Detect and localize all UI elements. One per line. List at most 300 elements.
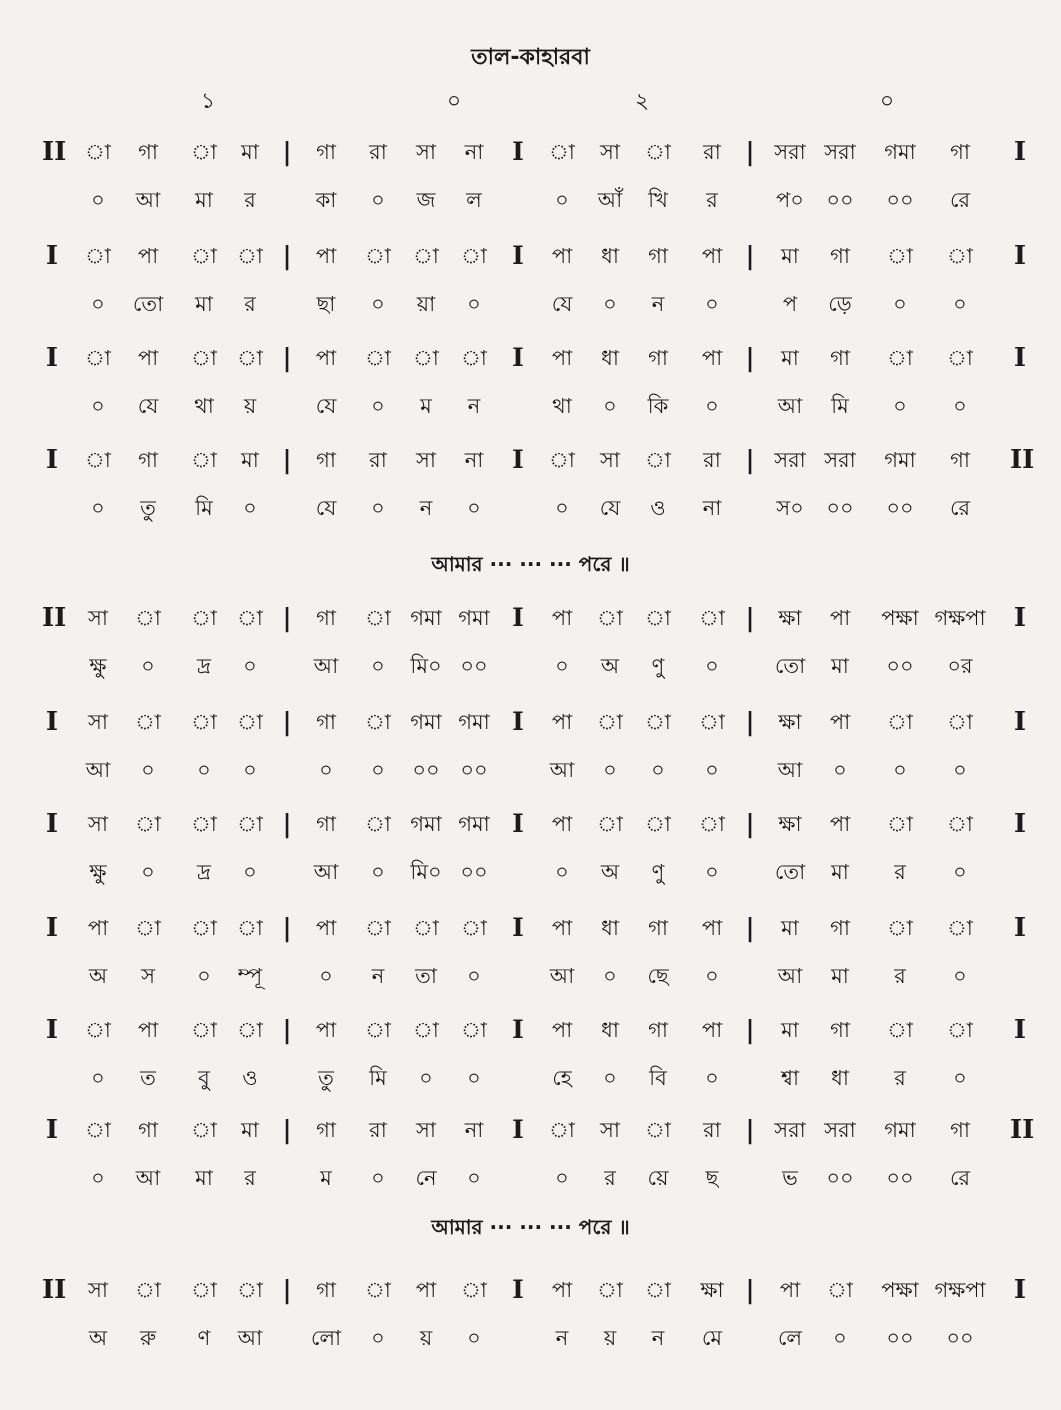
swara-note: া <box>947 916 973 940</box>
lyric-syllable: র <box>706 188 718 212</box>
lyric-syllable: ০ <box>603 964 617 988</box>
lyric-syllable: ০০ <box>460 758 488 782</box>
swara-note: মা <box>241 448 259 472</box>
swara-row <box>0 698 1061 746</box>
swara-note: পা <box>551 1278 573 1302</box>
swara-note: সরা <box>774 1118 806 1142</box>
lyric-syllable: ০ <box>893 758 907 782</box>
swara-note: রা <box>703 448 721 472</box>
bar-line: | <box>745 707 755 736</box>
swara-note: া <box>365 1018 391 1042</box>
swara-note: া <box>597 606 623 630</box>
lyric-syllable: ধা <box>831 1066 849 1090</box>
lyric-syllable: কি <box>647 394 669 418</box>
swara-note: া <box>461 1278 487 1302</box>
lyric-row <box>0 484 1061 532</box>
lyric-syllable: দ্র <box>197 860 211 884</box>
lyric-syllable: ০০ <box>886 1326 914 1350</box>
lyric-syllable: য় <box>419 1326 433 1350</box>
swara-note: া <box>549 1118 575 1142</box>
swara-note: া <box>237 812 263 836</box>
lyric-syllable: ০ <box>651 758 665 782</box>
swara-note: পা <box>829 710 851 734</box>
swara-note: া <box>135 916 161 940</box>
bar-line-middle: I <box>512 1015 524 1044</box>
lyric-syllable: ০ <box>555 1166 569 1190</box>
lyric-syllable: রে <box>949 1166 971 1190</box>
bar-line-start: I <box>45 445 59 475</box>
swara-row <box>0 436 1061 484</box>
swara-note: সা <box>88 710 108 734</box>
stanza-6 <box>0 698 1061 798</box>
swara-note: না <box>464 140 484 164</box>
lyric-syllable: মি০ <box>410 654 442 678</box>
bar-line: | <box>745 1115 755 1144</box>
swara-note: সরা <box>824 140 856 164</box>
bar-line-middle: I <box>512 241 524 270</box>
swara-note: সা <box>416 1118 436 1142</box>
lyric-syllable: ০ <box>371 1326 385 1350</box>
swara-note: া <box>887 710 913 734</box>
lyric-syllable: ০ <box>197 758 211 782</box>
lyric-syllable: লো <box>310 1326 342 1350</box>
lyric-syllable: ড়ে <box>828 292 852 316</box>
swara-note: া <box>887 346 913 370</box>
swara-note: া <box>191 346 217 370</box>
lyric-syllable: আ <box>549 964 575 988</box>
lyric-syllable: বি <box>649 1066 667 1090</box>
bar-line-end: I <box>1013 809 1027 839</box>
swara-note: া <box>135 812 161 836</box>
lyric-syllable: ০ <box>467 292 481 316</box>
swara-row <box>0 334 1061 382</box>
lyric-syllable: ০ <box>91 188 105 212</box>
lyric-syllable: ০ <box>705 394 719 418</box>
stanza-1 <box>0 128 1061 228</box>
lyric-syllable: হে <box>552 1066 572 1090</box>
swara-note: গমা <box>458 710 490 734</box>
swara-note: পা <box>701 244 723 268</box>
swara-note: মা <box>781 346 799 370</box>
lyric-syllable: ০ <box>603 292 617 316</box>
lyric-syllable: য় <box>603 1326 617 1350</box>
swara-note: পা <box>551 710 573 734</box>
swara-note: গা <box>648 244 668 268</box>
lyric-syllable: ০ <box>467 496 481 520</box>
lyric-syllable: ০ <box>705 860 719 884</box>
lyric-syllable: রু <box>139 1326 157 1350</box>
lyric-syllable: ০ <box>371 758 385 782</box>
swara-note: া <box>461 1018 487 1042</box>
lyric-syllable: আ <box>777 758 803 782</box>
lyric-syllable: ০ <box>243 654 257 678</box>
lyric-syllable: ণু <box>651 860 665 884</box>
lyric-syllable: মি <box>369 1066 387 1090</box>
bar-line-end: I <box>1013 241 1027 271</box>
swara-note: রা <box>369 140 387 164</box>
lyric-syllable: আ <box>85 758 111 782</box>
swara-note: া <box>887 812 913 836</box>
swara-note: গমা <box>458 606 490 630</box>
lyric-syllable: ছা <box>316 292 336 316</box>
lyric-syllable: তু <box>318 1066 334 1090</box>
lyric-syllable: আ <box>777 964 803 988</box>
swara-note: া <box>413 1018 439 1042</box>
lyric-syllable: ০ <box>319 758 333 782</box>
lyric-row <box>0 952 1061 1000</box>
lyric-syllable: ০ <box>371 1166 385 1190</box>
swara-note: া <box>549 140 575 164</box>
swara-note: গা <box>316 448 336 472</box>
lyric-syllable: ০ <box>953 292 967 316</box>
swara-note: া <box>887 916 913 940</box>
swara-note: া <box>365 1278 391 1302</box>
lyric-syllable: থা <box>194 394 214 418</box>
lyric-syllable: ০০ <box>886 1166 914 1190</box>
swara-note: মা <box>781 916 799 940</box>
swara-note: পা <box>829 812 851 836</box>
swara-note: সা <box>88 1278 108 1302</box>
swara-note: া <box>597 1278 623 1302</box>
lyric-syllable: মা <box>195 1166 213 1190</box>
bar-line-start: II <box>42 1275 67 1305</box>
lyric-syllable: থা <box>552 394 572 418</box>
swara-note: মা <box>241 1118 259 1142</box>
lyric-syllable: ০ <box>371 394 385 418</box>
swara-note: া <box>85 140 111 164</box>
lyric-syllable: ০ <box>953 394 967 418</box>
bar-line-middle: I <box>512 809 524 838</box>
bar-line-end: I <box>1013 913 1027 943</box>
lyric-syllable: প <box>782 292 798 316</box>
lyric-syllable: ০ <box>371 188 385 212</box>
swara-note: া <box>237 244 263 268</box>
lyric-syllable: স০ <box>776 496 804 520</box>
swara-note: গা <box>316 1278 336 1302</box>
swara-note: পা <box>137 1018 159 1042</box>
swara-note: পা <box>315 916 337 940</box>
swara-note: সা <box>416 448 436 472</box>
swara-note: া <box>365 812 391 836</box>
lyric-syllable: ন <box>467 394 481 418</box>
swara-note: ক্ষা <box>778 812 802 836</box>
lyric-syllable: অ <box>88 1326 108 1350</box>
swara-note: গা <box>316 812 336 836</box>
swara-note: া <box>191 1118 217 1142</box>
lyric-syllable: ০০ <box>460 654 488 678</box>
stanza-8 <box>0 904 1061 1004</box>
lyric-syllable: ০ <box>467 1166 481 1190</box>
swara-note: া <box>191 812 217 836</box>
lyric-syllable: মা <box>195 292 213 316</box>
swara-note: গা <box>830 244 850 268</box>
lyric-syllable: ০ <box>953 964 967 988</box>
lyric-syllable: আ <box>777 394 803 418</box>
swara-note: া <box>191 140 217 164</box>
lyric-row <box>0 280 1061 328</box>
lyric-syllable: ০০ <box>826 1166 854 1190</box>
lyric-syllable: ০ <box>371 496 385 520</box>
lyric-syllable: আঁ <box>597 188 623 212</box>
swara-note: া <box>237 346 263 370</box>
bar-line-end: II <box>1010 445 1035 475</box>
swara-note: পা <box>137 346 159 370</box>
swara-note: গমা <box>884 448 916 472</box>
lyric-syllable: তো <box>774 654 806 678</box>
lyric-syllable: লে <box>777 1326 803 1350</box>
stanza-9 <box>0 1006 1061 1106</box>
lyric-row <box>0 746 1061 794</box>
lyric-syllable: ণু <box>651 654 665 678</box>
lyric-syllable: যে <box>599 496 621 520</box>
swara-note: রা <box>703 140 721 164</box>
bar-line: | <box>282 343 292 372</box>
lyric-row <box>0 382 1061 430</box>
lyric-syllable: ০ <box>705 654 719 678</box>
bar-line: | <box>282 137 292 166</box>
stanza-7 <box>0 800 1061 900</box>
lyric-syllable: ০ <box>603 394 617 418</box>
lyric-syllable: আ <box>237 1326 263 1350</box>
swara-note: ক্ষা <box>778 606 802 630</box>
lyric-syllable: ০ <box>91 394 105 418</box>
lyric-syllable: র <box>244 188 256 212</box>
swara-note: গা <box>138 1118 158 1142</box>
lyric-syllable: অ <box>88 964 108 988</box>
lyric-syllable: ০ <box>833 758 847 782</box>
refrain-line-2: আমার ··· ··· ··· পরে ॥ <box>431 1215 630 1239</box>
swara-note: ধা <box>601 244 619 268</box>
swara-note: া <box>237 916 263 940</box>
swara-note: গা <box>950 448 970 472</box>
lyric-row <box>0 642 1061 690</box>
swara-note: া <box>237 710 263 734</box>
swara-note: া <box>413 916 439 940</box>
lyric-syllable: ০ <box>243 860 257 884</box>
lyric-syllable: যে <box>315 496 337 520</box>
swara-note: গমা <box>884 1118 916 1142</box>
swara-note: পা <box>315 244 337 268</box>
lyric-syllable: মা <box>831 964 849 988</box>
swara-note: া <box>85 1118 111 1142</box>
swara-note: া <box>237 1018 263 1042</box>
swara-note: া <box>645 710 671 734</box>
bar-line-end: I <box>1013 1015 1027 1045</box>
swara-note: গা <box>648 346 668 370</box>
lyric-syllable: নে <box>415 1166 437 1190</box>
swara-note: গমা <box>458 812 490 836</box>
lyric-syllable: স <box>141 964 155 988</box>
lyric-syllable: তু <box>140 496 156 520</box>
stanza-2 <box>0 232 1061 332</box>
swara-note: গা <box>316 710 336 734</box>
swara-note: ধা <box>601 1018 619 1042</box>
bar-line-end: I <box>1013 1275 1027 1305</box>
swara-note: সরা <box>774 448 806 472</box>
swara-note: পা <box>701 1018 723 1042</box>
bar-line: | <box>282 809 292 838</box>
lyric-syllable: ০ <box>705 1066 719 1090</box>
lyric-syllable: র <box>894 860 906 884</box>
lyric-syllable: যে <box>551 292 573 316</box>
swara-note: না <box>464 1118 484 1142</box>
lyric-syllable: ০ <box>243 496 257 520</box>
swara-row <box>0 594 1061 642</box>
swara-note: া <box>947 1018 973 1042</box>
swara-note: সরা <box>774 140 806 164</box>
swara-note: সা <box>416 140 436 164</box>
lyric-syllable: রে <box>949 496 971 520</box>
swara-note: সরা <box>824 448 856 472</box>
bar-line-middle: I <box>512 137 524 166</box>
lyric-syllable: ০০ <box>886 654 914 678</box>
swara-note: া <box>191 244 217 268</box>
lyric-syllable: যে <box>315 394 337 418</box>
bar-line-start: I <box>45 913 59 943</box>
lyric-syllable: তা <box>415 964 437 988</box>
swara-note: সা <box>88 606 108 630</box>
swara-row <box>0 1106 1061 1154</box>
bar-line: | <box>282 445 292 474</box>
bar-line-start: II <box>42 603 67 633</box>
swara-note: া <box>887 244 913 268</box>
lyric-syllable: মা <box>831 654 849 678</box>
lyric-syllable: ০ <box>555 496 569 520</box>
swara-note: পক্ষা <box>881 606 919 630</box>
swara-note: পা <box>137 244 159 268</box>
swara-note: গা <box>138 448 158 472</box>
swara-row <box>0 904 1061 952</box>
lyric-syllable: ০ <box>705 758 719 782</box>
lyric-syllable: মি <box>195 496 213 520</box>
lyric-syllable: ০ <box>953 1066 967 1090</box>
bar-line: | <box>282 1115 292 1144</box>
lyric-row <box>0 848 1061 896</box>
lyric-syllable: ০ <box>141 758 155 782</box>
beat-marker-2: ০ <box>446 89 462 114</box>
swara-note: মা <box>241 140 259 164</box>
lyric-row <box>0 176 1061 224</box>
swara-note: া <box>365 346 391 370</box>
lyric-syllable: ম <box>420 394 432 418</box>
lyric-syllable: ০০ <box>826 188 854 212</box>
swara-note: া <box>85 1018 111 1042</box>
lyric-syllable: মে <box>701 1326 723 1350</box>
lyric-syllable: যে <box>137 394 159 418</box>
lyric-syllable: আ <box>135 1166 161 1190</box>
lyric-syllable: ন <box>371 964 385 988</box>
lyric-syllable: ০ <box>91 292 105 316</box>
lyric-syllable: ০০ <box>826 496 854 520</box>
lyric-syllable: ম্পূ <box>237 964 263 988</box>
lyric-syllable: ০ <box>705 292 719 316</box>
swara-note: পা <box>87 916 109 940</box>
swara-note: রা <box>369 1118 387 1142</box>
swara-note: া <box>135 606 161 630</box>
lyric-syllable: ০০ <box>460 860 488 884</box>
lyric-syllable: ০ <box>371 292 385 316</box>
swara-row <box>0 800 1061 848</box>
swara-note: া <box>461 244 487 268</box>
swara-note: া <box>237 606 263 630</box>
bar-line-middle: I <box>512 343 524 372</box>
lyric-syllable: ত <box>140 1066 156 1090</box>
lyric-syllable: ন <box>419 496 433 520</box>
bar-line-middle: I <box>512 1115 524 1144</box>
lyric-syllable: ০ <box>319 964 333 988</box>
lyric-syllable: ০০ <box>886 188 914 212</box>
swara-note: গা <box>316 606 336 630</box>
bar-line: | <box>745 809 755 838</box>
swara-note: গা <box>138 140 158 164</box>
swara-note: সা <box>600 140 620 164</box>
swara-note: া <box>191 916 217 940</box>
lyric-syllable: র <box>244 292 256 316</box>
swara-note: গা <box>830 346 850 370</box>
bar-line-start: I <box>45 1015 59 1045</box>
swara-note: া <box>645 448 671 472</box>
swara-note: া <box>135 710 161 734</box>
bar-line-middle: I <box>512 707 524 736</box>
swara-note: ক্ষা <box>778 710 802 734</box>
stanza-5 <box>0 594 1061 694</box>
swara-note: া <box>947 710 973 734</box>
swara-note: পা <box>551 916 573 940</box>
swara-note: পা <box>415 1278 437 1302</box>
lyric-row <box>0 1314 1061 1362</box>
lyric-syllable: ম <box>320 1166 332 1190</box>
tala-title: তাল-কাহারবা <box>471 45 590 70</box>
lyric-syllable: ন <box>555 1326 569 1350</box>
lyric-syllable: ০০ <box>946 1326 974 1350</box>
lyric-syllable: ০ <box>555 654 569 678</box>
lyric-syllable: শ্বা <box>780 1066 800 1090</box>
swara-note: া <box>191 1018 217 1042</box>
swara-note: সা <box>88 812 108 836</box>
lyric-syllable: কা <box>315 188 337 212</box>
bar-line-start: I <box>45 343 59 373</box>
stanza-4 <box>0 436 1061 536</box>
swara-note: া <box>365 710 391 734</box>
bar-line-start: II <box>42 137 67 167</box>
bar-line: | <box>745 603 755 632</box>
swara-note: া <box>645 812 671 836</box>
lyric-syllable: ০ <box>141 654 155 678</box>
lyric-syllable: তো <box>132 292 164 316</box>
swara-note: া <box>827 1278 853 1302</box>
beat-marker-1: ১ <box>200 89 216 114</box>
lyric-syllable: অ <box>600 860 620 884</box>
swara-note: া <box>191 448 217 472</box>
bar-line: | <box>282 913 292 942</box>
bar-line-start: I <box>45 1115 59 1145</box>
bar-line-end: I <box>1013 343 1027 373</box>
lyric-syllable: ০ <box>603 1066 617 1090</box>
lyric-syllable: মি <box>831 394 849 418</box>
lyric-syllable: র <box>604 1166 616 1190</box>
swara-row <box>0 232 1061 280</box>
swara-note: া <box>699 812 725 836</box>
lyric-syllable: মা <box>195 188 213 212</box>
lyric-syllable: মা <box>831 860 849 884</box>
lyric-syllable: ভ <box>782 1166 798 1190</box>
lyric-syllable: মি০ <box>410 860 442 884</box>
bar-line: | <box>745 445 755 474</box>
swara-note: গমা <box>410 710 442 734</box>
bar-line-start: I <box>45 707 59 737</box>
swara-note: রা <box>703 1118 721 1142</box>
lyric-syllable: র <box>244 1166 256 1190</box>
